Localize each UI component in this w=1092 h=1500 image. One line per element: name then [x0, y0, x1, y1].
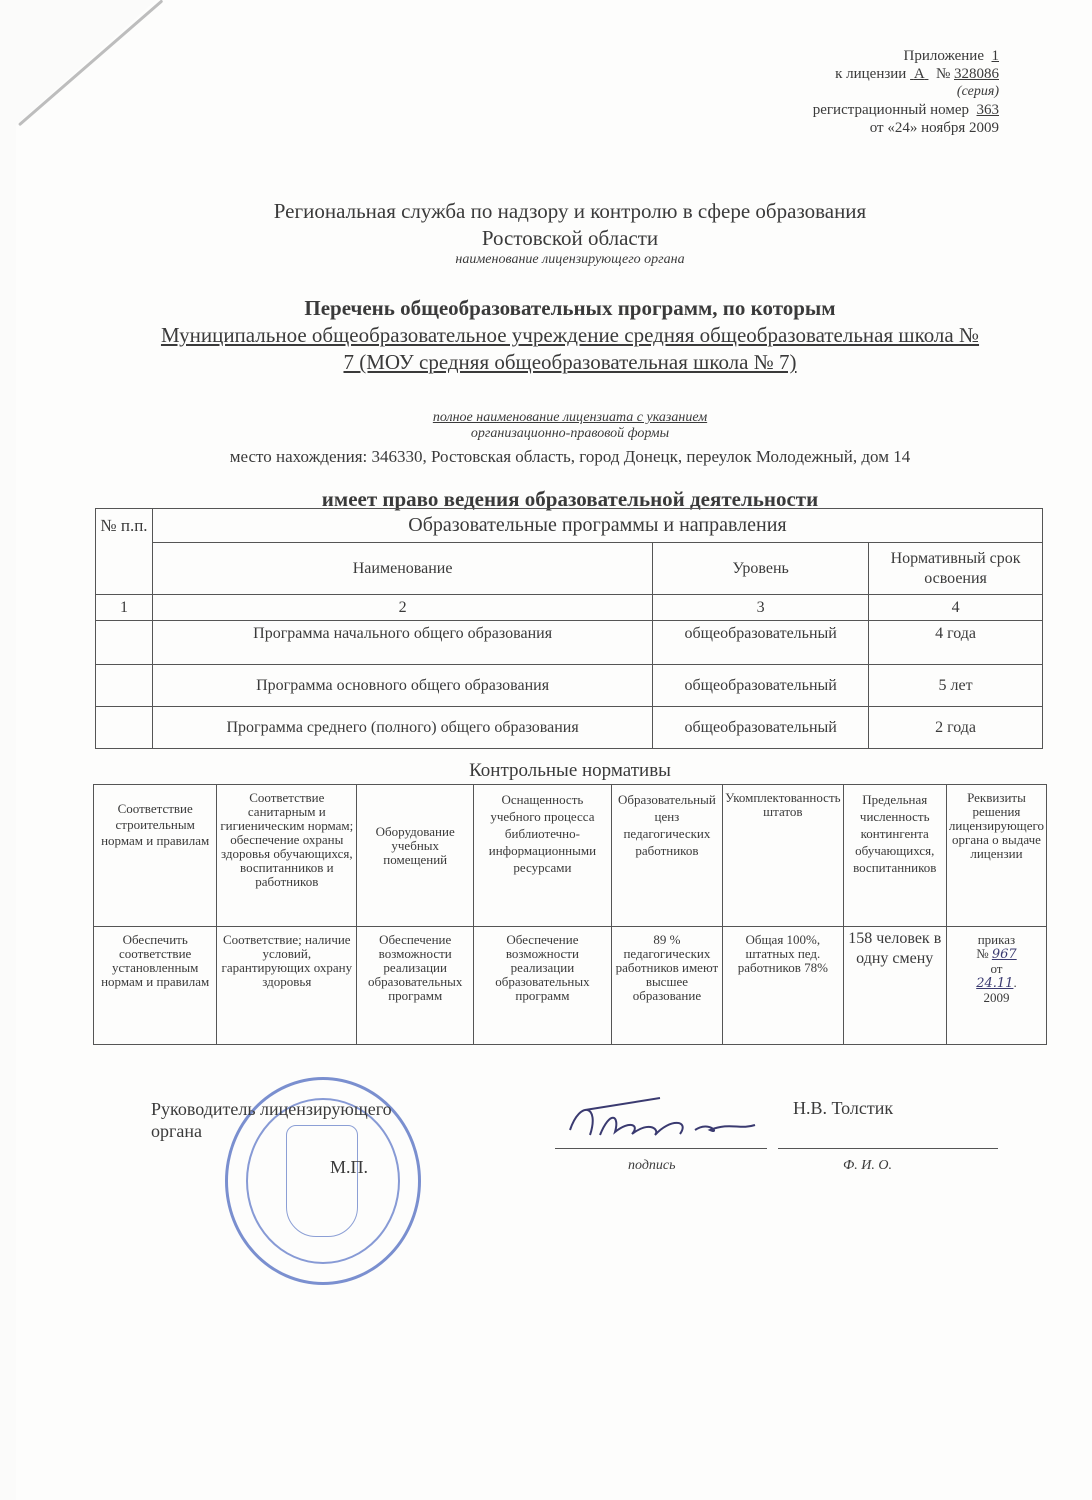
- stamp-place-label: М.П.: [330, 1157, 369, 1177]
- appendix-line1: Приложение 1: [903, 48, 999, 64]
- signature-line: [555, 1148, 767, 1149]
- order-cell: приказ № 967 от 24.11. 2009: [946, 927, 1046, 1045]
- order-number: 967: [991, 947, 1017, 962]
- fio-caption: Ф. И. О.: [843, 1158, 892, 1173]
- handwritten-signature: [560, 1090, 780, 1155]
- header-term: Нормативный срок освоения: [869, 543, 1043, 595]
- series-caption: (серия): [956, 84, 999, 99]
- appendix-number: 1: [991, 48, 999, 64]
- col-number-header: № п.п.: [96, 509, 153, 595]
- table-row: Программа начального общего образования общеобразовательный 4 года: [96, 621, 1043, 665]
- group-header: Образовательные программы и направления: [152, 509, 1042, 543]
- license-number: 328086: [954, 66, 999, 82]
- licensee-name: Муниципальное общеобразовательное учреждение средняя общеобразовательная школа № 7 (МОУ средняя общеобразовательная школа № 7): [160, 323, 980, 374]
- registration-line: регистрационный номер 363: [812, 102, 999, 118]
- license-line: к лицензии А № 328086: [835, 66, 999, 82]
- programs-table: [95, 508, 1043, 749]
- programs-header-group-row: [96, 509, 1043, 543]
- appendix-date: от «24» ноября 2009: [869, 120, 999, 136]
- authority-block: [100, 198, 1040, 268]
- licensee-address: место нахождения: 346330, Ростовская область, город Донецк, переулок Молодежный, дом 14: [229, 447, 911, 466]
- signer-position: Руководитель лицензирующего органа: [151, 1099, 392, 1141]
- authority-name-line1: Региональная служба по надзору и контролю в сфере образования: [273, 199, 867, 223]
- appendix-block: [813, 47, 999, 137]
- authority-name-line2: Ростовской области: [481, 226, 659, 250]
- authority-caption: наименование лицензирующего органа: [455, 252, 685, 267]
- order-date: 24.11: [976, 976, 1014, 991]
- license-series: А: [913, 66, 925, 82]
- rights-title: имеет право ведения образовательной деятельности: [321, 487, 819, 511]
- registration-number: 363: [976, 102, 999, 118]
- licensee-caption: полное наименование лицензиата с указанием организационно-правовой формы: [432, 410, 708, 441]
- programs-header-row: [96, 543, 1043, 595]
- list-title: Перечень общеобразовательных программ, по которым: [304, 296, 836, 320]
- control-title: Контрольные нормативы: [469, 760, 671, 781]
- header-level: Уровень: [653, 543, 869, 595]
- index-row: 1 2 3 4: [96, 595, 1043, 621]
- table-row: Программа среднего (полного) общего образования общеобразовательный 2 года: [96, 707, 1043, 749]
- control-values-row: Обеспечить соответствие установленным нормам и правилам Соответствие; наличие условий, гарантирующих охрану здоровья Обеспечение возможности реализации образовательных программ Обеспечение возможности реализации образовательных программ 89 % педагогических работников имеют высшее образование Общая 100%, штатных пед. работников 78% 158 человек в одну смену приказ № 967 от 24.11. 2009: [94, 927, 1047, 1045]
- control-header-row: Соответствие строительным нормам и правилам Соответствие санитарным и гигиеническим нормам; обеспечение охраны здоровья обучающихся, воспитанников и работников Оборудование учебных помещений Оснащенность учебного процесса библиотечно-информационными ресурсами Образовательный ценз педагогических работников Укомплектованность штатов Предельная численность контингента обучающихся, воспитанников Реквизиты решения лицензирующего органа о выдаче лицензии: [94, 785, 1047, 927]
- control-table: [93, 784, 1047, 1045]
- fio-line: [778, 1148, 998, 1149]
- header-name: Наименование: [152, 543, 652, 595]
- signer-name: Н.В. Толстик: [793, 1098, 894, 1118]
- table-row: Программа основного общего образования общеобразовательный 5 лет: [96, 665, 1043, 707]
- signature-caption: подпись: [628, 1158, 676, 1173]
